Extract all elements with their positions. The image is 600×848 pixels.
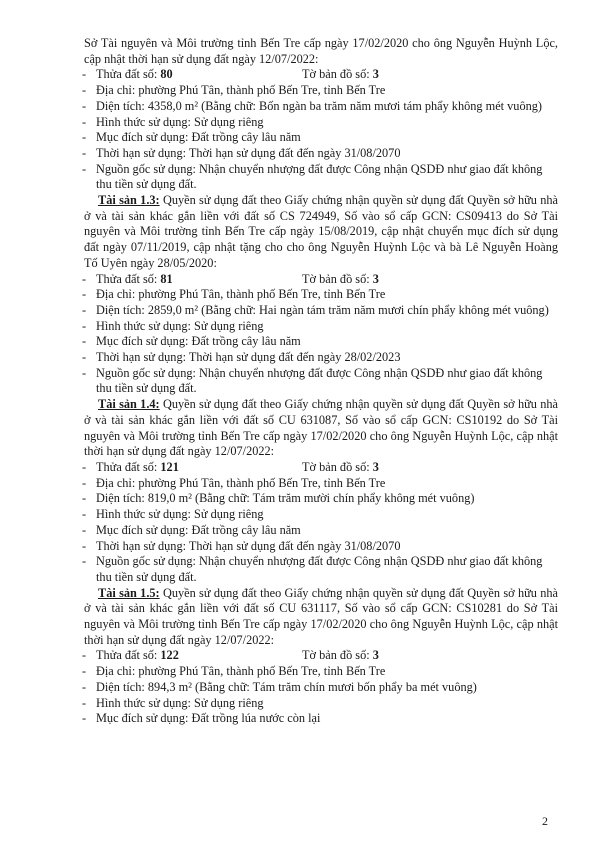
usage-form-line: - Hình thức sử dụng: Sử dụng riêng (82, 507, 264, 522)
usage-form-text: Hình thức sử dụng: Sử dụng riêng (96, 507, 264, 522)
map-sheet-label: Tờ bản đồ số: (302, 459, 370, 474)
map-sheet-label: Tờ bản đồ số: (302, 67, 370, 82)
usage-form-text: Hình thức sử dụng: Sử dụng riêng (96, 318, 264, 333)
asset-description: Quyền sử dụng đất theo Giấy chứng nhận quyền sử dụng đất Quyền sở hữu nhà ở và tài sản khác gắn liền với đất số CS 724949, Số vào sổ cấp GCN: CS09413 do Sở Tài nguyên và Môi trường tỉnh Bến Tre cấp ngày 15/08/2019, cập nhật chuyển mục đích sử dụng đất ngày 07/11/2019, cập nhật tặng cho cho ông Nguyễn Huỳnh Lộc và bà Lê Nguyễn Hoàng Tố Uyên ngày 28/05/2020: (84, 193, 558, 270)
origin-text: Nguồn gốc sử dụng: Nhận chuyển nhượng đất được Công nhận QSDĐ như giao đất không thu tiền sử dụng đất. (96, 365, 543, 396)
address-text: Địa chỉ: phường Phú Tân, thành phố Bến Tre, tỉnh Bến Tre (96, 475, 386, 490)
asset-1-4-heading (84, 397, 558, 460)
parcel-label: Thửa đất số: (96, 459, 158, 474)
parcel-label: Thửa đất số: (96, 67, 158, 82)
address-text: Địa chỉ: phường Phú Tân, thành phố Bến Tre, tỉnh Bến Tre (96, 83, 386, 98)
term-text: Thời hạn sử dụng: Thời hạn sử dụng đất đến ngày 31/08/2070 (96, 538, 401, 553)
origin-line: - Nguồn gốc sử dụng: Nhận chuyển nhượng đất được Công nhận QSDĐ như giao đất không thu tiền sử dụng đất. (82, 161, 543, 192)
parcel-label: Thửa đất số: (96, 648, 158, 663)
parcel-number: 81 (160, 271, 173, 286)
area-text: Diện tích: 894,3 m² (Bằng chữ: Tám trăm chín mươi bốn phẩy ba mét vuông) (96, 679, 477, 694)
asset-tag: Tài sản 1.3: (98, 193, 160, 208)
area-text: Diện tích: 819,0 m² (Bằng chữ: Tám trăm mười chín phẩy không mét vuông) (96, 491, 475, 506)
asset-1-3-heading (84, 193, 558, 272)
purpose-text: Mục đích sử dụng: Đất trồng lúa nước còn lại (96, 711, 321, 726)
area-line: - Diện tích: 894,3 m² (Bằng chữ: Tám trăm chín mươi bốn phẩy ba mét vuông) (82, 679, 477, 694)
asset-1-5-heading (84, 586, 558, 649)
usage-form-text: Hình thức sử dụng: Sử dụng riêng (96, 114, 264, 129)
purpose-text: Mục đích sử dụng: Đất trồng cây lâu năm (96, 130, 301, 145)
usage-form-text: Hình thức sử dụng: Sử dụng riêng (96, 695, 264, 710)
address-text: Địa chỉ: phường Phú Tân, thành phố Bến Tre, tỉnh Bến Tre (96, 287, 386, 302)
purpose-line: - Mục đích sử dụng: Đất trồng cây lâu năm (82, 522, 301, 537)
map-sheet-number: 3 (372, 648, 379, 663)
address-line: - Địa chỉ: phường Phú Tân, thành phố Bến Tre, tỉnh Bến Tre (82, 475, 386, 490)
area-line: - Diện tích: 819,0 m² (Bằng chữ: Tám trăm mười chín phẩy không mét vuông) (82, 491, 475, 506)
area-text: Diện tích: 2859,0 m² (Bằng chữ: Hai ngàn tám trăm năm mươi chín phẩy không mét vuông) (96, 302, 549, 317)
page-number: 2 (542, 814, 548, 828)
purpose-line: - Mục đích sử dụng: Đất trồng lúa nước còn lại (82, 711, 321, 726)
parcel-number: 80 (160, 67, 173, 82)
term-text: Thời hạn sử dụng: Thời hạn sử dụng đất đến ngày 28/02/2023 (96, 350, 401, 365)
map-sheet-label: Tờ bản đồ số: (302, 648, 370, 663)
term-line: - Thời hạn sử dụng: Thời hạn sử dụng đất đến ngày 31/08/2070 (82, 538, 401, 553)
area-line: - Diện tích: 2859,0 m² (Bằng chữ: Hai ngàn tám trăm năm mươi chín phẩy không mét vuông) (82, 302, 549, 317)
document-body (84, 36, 558, 727)
usage-form-line: - Hình thức sử dụng: Sử dụng riêng (82, 318, 264, 333)
term-text: Thời hạn sử dụng: Thời hạn sử dụng đất đến ngày 31/08/2070 (96, 145, 401, 160)
origin-line: - Nguồn gốc sử dụng: Nhận chuyển nhượng đất được Công nhận QSDĐ như giao đất không thu tiền sử dụng đất. (82, 365, 543, 396)
origin-text: Nguồn gốc sử dụng: Nhận chuyển nhượng đất được Công nhận QSDĐ như giao đất không thu tiền sử dụng đất. (96, 161, 543, 192)
area-text: Diện tích: 4358,0 m² (Bằng chữ: Bốn ngàn ba trăm năm mươi tám phẩy không mét vuông) (96, 98, 542, 113)
origin-line: - Nguồn gốc sử dụng: Nhận chuyển nhượng đất được Công nhận QSDĐ như giao đất không thu tiền sử dụng đất. (82, 554, 543, 584)
intro-paragraph: Sở Tài nguyên và Môi trường tỉnh Bến Tre cấp ngày 17/02/2020 cho ông Nguyễn Huỳnh Lộc, cập nhật thời hạn sử dụng đất ngày 12/07/2022: (84, 36, 558, 66)
parcel-line: - Thửa đất số: 81 Tờ bản đồ số: 3 (82, 271, 379, 286)
address-line: - Địa chỉ: phường Phú Tân, thành phố Bến Tre, tỉnh Bến Tre (82, 664, 386, 679)
asset-tag: Tài sản 1.4: (98, 397, 160, 412)
map-sheet-number: 3 (372, 67, 379, 82)
map-sheet-number: 3 (372, 271, 379, 286)
map-sheet-label: Tờ bản đồ số: (302, 271, 370, 286)
parcel-label: Thửa đất số: (96, 271, 158, 286)
asset-description: Quyền sử dụng đất theo Giấy chứng nhận quyền sử dụng đất Quyền sở hữu nhà ở và tài sản khác gắn liền với đất số CU 631087, Số vào sổ cấp GCN: CS10192 do Sở Tài nguyên và Môi trường tỉnh Bến Tre cấp ngày 17/02/2020 cho ông Nguyễn Huỳnh Lộc, cập nhật thời hạn sử dụng đất ngày 12/07/2022: (84, 397, 558, 459)
parcel-number: 122 (160, 648, 179, 663)
purpose-line: - Mục đích sử dụng: Đất trồng cây lâu năm (82, 334, 301, 349)
parcel-line: - Thửa đất số: 80 Tờ bản đồ số: 3 (82, 67, 379, 82)
term-line: - Thời hạn sử dụng: Thời hạn sử dụng đất đến ngày 28/02/2023 (82, 350, 401, 365)
area-line: - Diện tích: 4358,0 m² (Bằng chữ: Bốn ngàn ba trăm năm mươi tám phẩy không mét vuông) (82, 98, 542, 113)
origin-text: Nguồn gốc sử dụng: Nhận chuyển nhượng đất được Công nhận QSDĐ như giao đất không thu tiền sử dụng đất. (96, 554, 543, 584)
parcel-line: - Thửa đất số: 121 Tờ bản đồ số: 3 (82, 459, 379, 474)
asset-description: Quyền sử dụng đất theo Giấy chứng nhận quyền sử dụng đất Quyền sở hữu nhà ở và tài sản khác gắn liền với đất số CU 631117, Số vào sổ cấp GCN: CS10281 do Sở Tài nguyên và Môi trường tỉnh Bến Tre cấp ngày 17/02/2020 cho ông Nguyễn Huỳnh Lộc, cập nhật thời hạn sử dụng đất ngày 12/07/2022: (84, 585, 558, 647)
usage-form-line: - Hình thức sử dụng: Sử dụng riêng (82, 695, 264, 710)
address-line: - Địa chỉ: phường Phú Tân, thành phố Bến Tre, tỉnh Bến Tre (82, 287, 386, 302)
parcel-line: - Thửa đất số: 122 Tờ bản đồ số: 3 (82, 648, 379, 663)
purpose-text: Mục đích sử dụng: Đất trồng cây lâu năm (96, 334, 301, 349)
address-line: - Địa chỉ: phường Phú Tân, thành phố Bến Tre, tỉnh Bến Tre (82, 83, 386, 98)
usage-form-line: - Hình thức sử dụng: Sử dụng riêng (82, 114, 264, 129)
asset-tag: Tài sản 1.5: (98, 585, 160, 600)
purpose-text: Mục đích sử dụng: Đất trồng cây lâu năm (96, 522, 301, 537)
purpose-line: - Mục đích sử dụng: Đất trồng cây lâu năm (82, 130, 301, 145)
map-sheet-number: 3 (372, 459, 379, 474)
term-line: - Thời hạn sử dụng: Thời hạn sử dụng đất đến ngày 31/08/2070 (82, 145, 401, 160)
address-text: Địa chỉ: phường Phú Tân, thành phố Bến Tre, tỉnh Bến Tre (96, 664, 386, 679)
parcel-number: 121 (160, 459, 179, 474)
